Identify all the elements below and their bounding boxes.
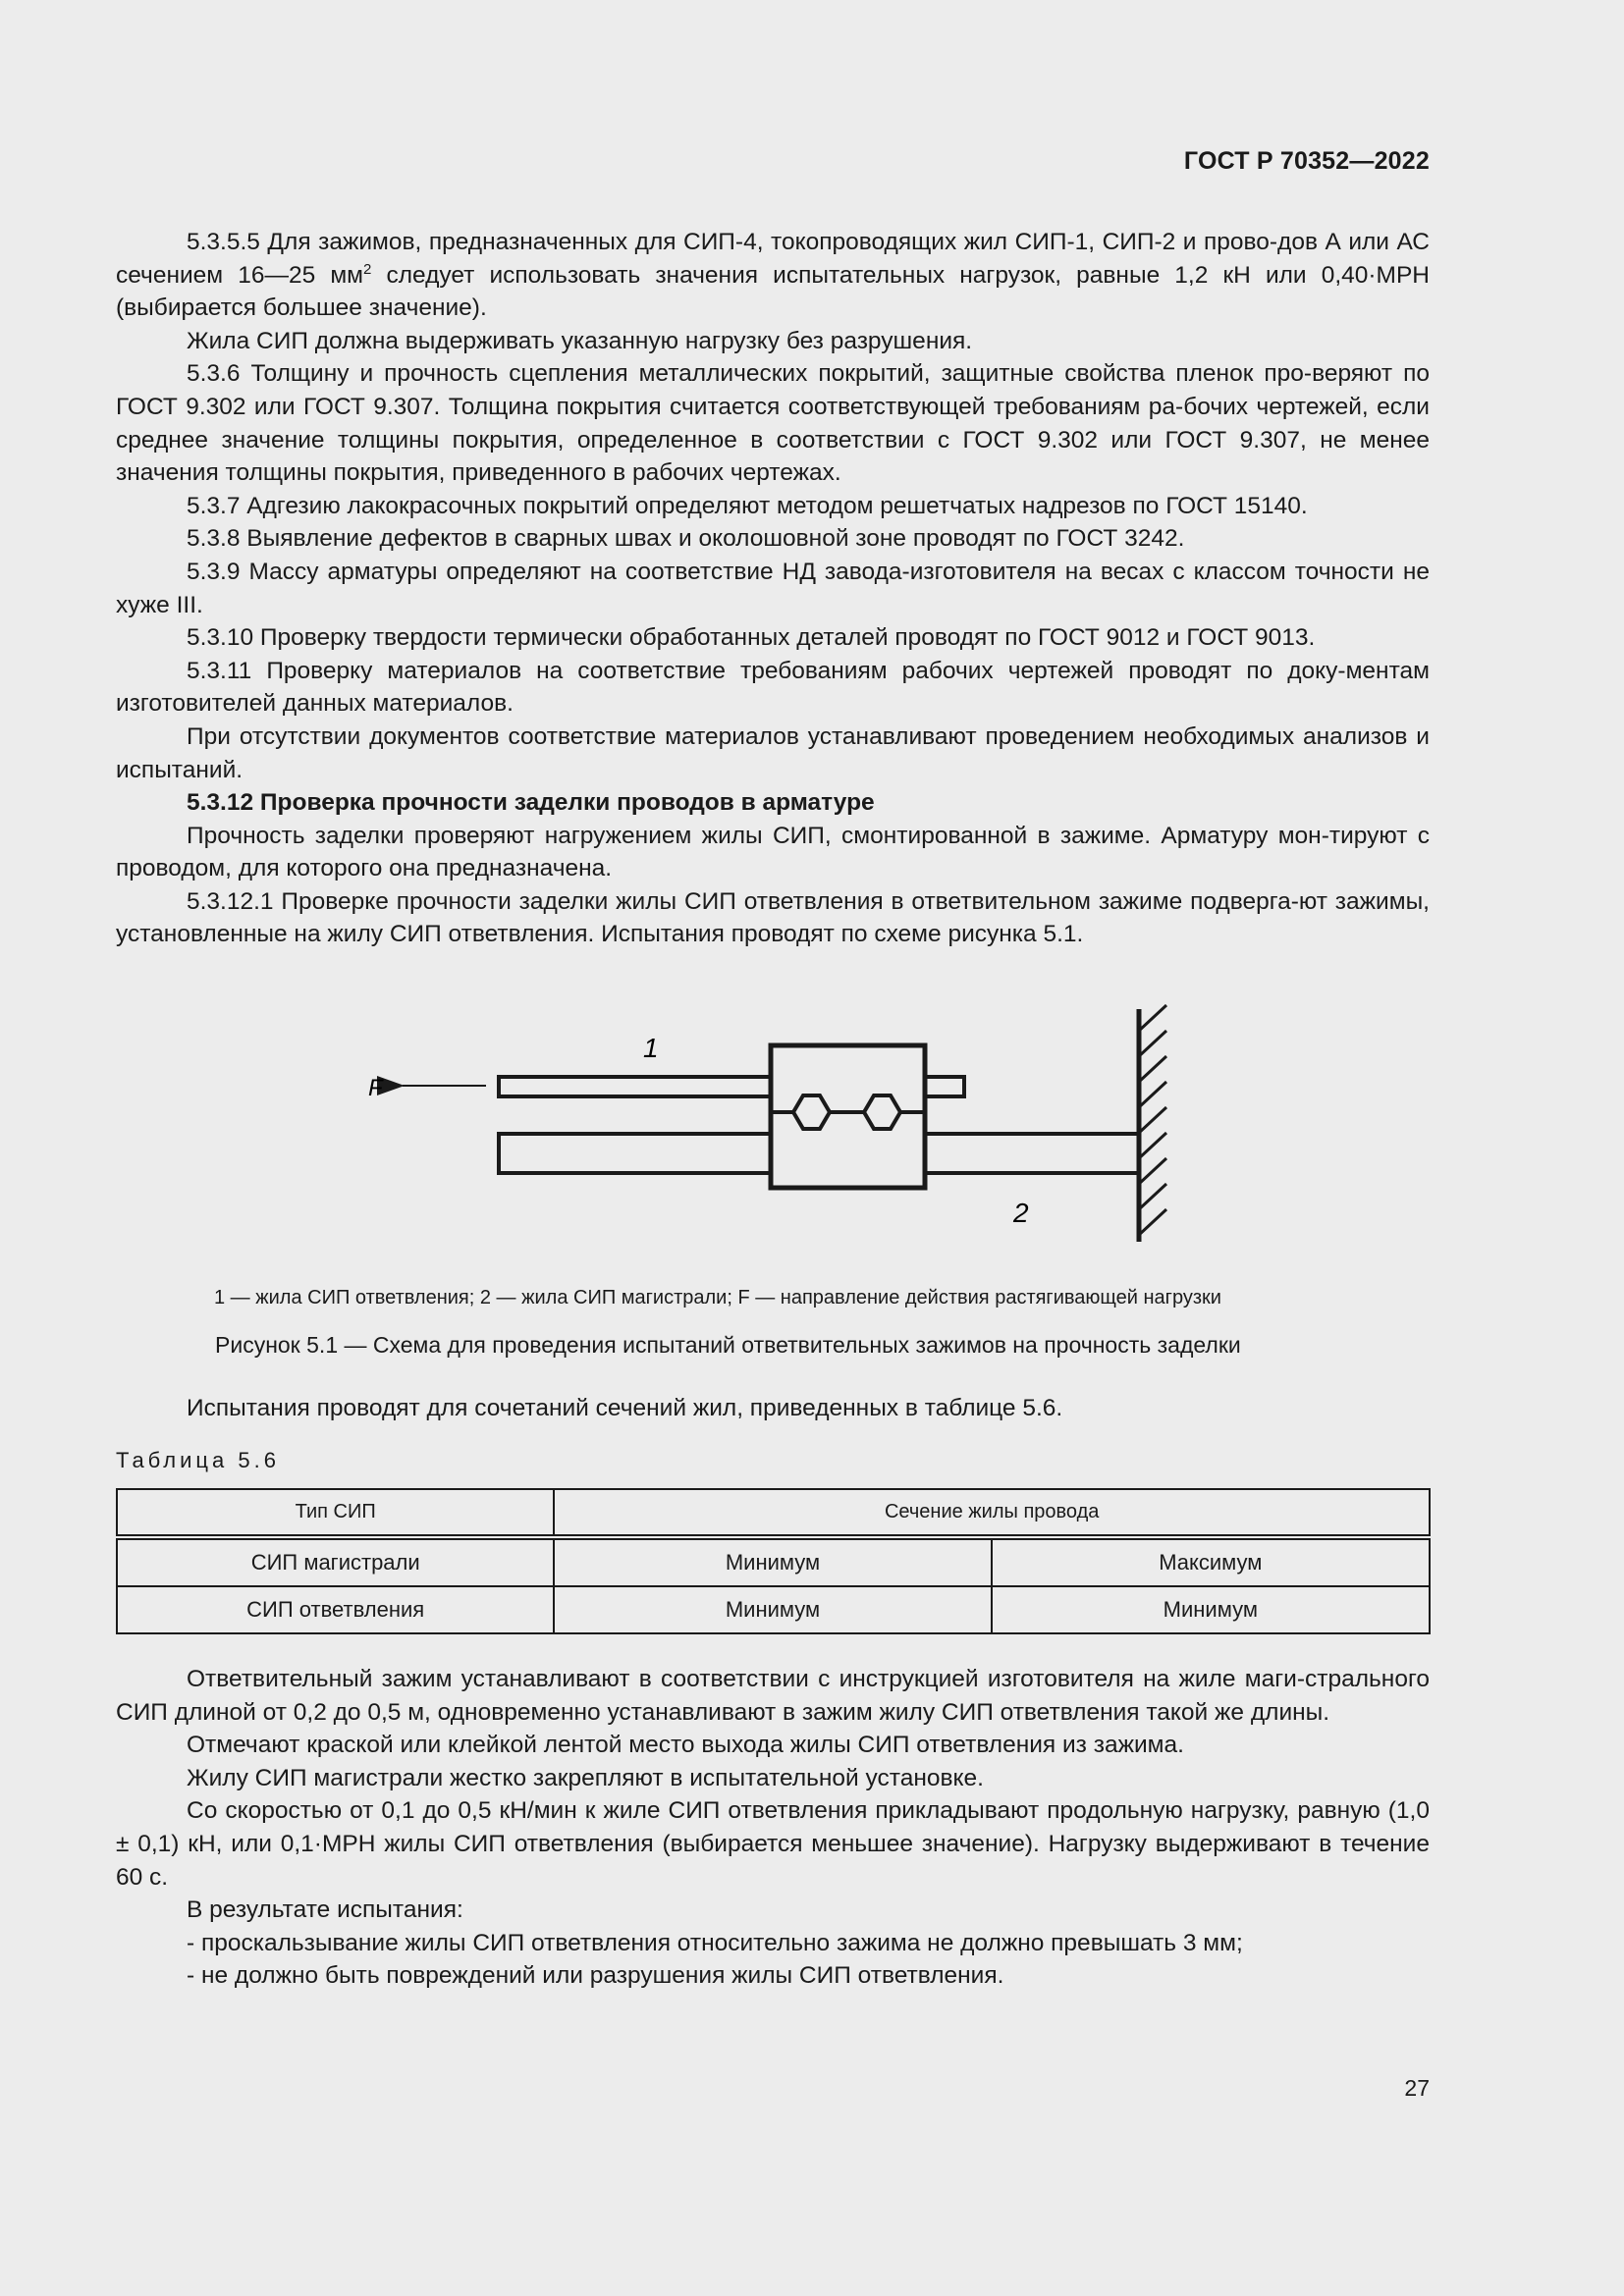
paragraph: Отмечают краской или клейкой лентой место выхода жилы СИП ответвления из зажима. xyxy=(187,1732,1184,1759)
paragraph-5-3-12-1: 5.3.12.1 Проверке прочности заделки жилы СИП ответвления в ответвительном зажиме подверга-ют зажимы, установленные на жилу СИП ответвления. Испытания проводят по схеме рисунка 5.1. xyxy=(116,887,1430,948)
list-item: - проскальзывание жилы СИП ответвления относительно зажима не должно превышать 3 мм; xyxy=(187,1929,1243,1956)
wall-hatching xyxy=(1139,1005,1166,1235)
paragraph-5-3-10: 5.3.10 Проверку твердости термически обработанных деталей проводят по ГОСТ 9012 и ГОСТ 9013. xyxy=(187,624,1316,652)
body-text-after-table xyxy=(116,1663,1430,1993)
paragraph-5-3-9: 5.3.9 Массу арматуры определяют на соответствие НД завода-изготовителя на весах с классом точности не хуже III. xyxy=(116,558,1430,618)
body-text xyxy=(116,226,1430,951)
table-cell: Минимум xyxy=(992,1586,1430,1633)
table-cell: Минимум xyxy=(554,1586,991,1633)
table-cell: СИП магистрали xyxy=(117,1537,554,1586)
paragraph: Прочность заделки проверяют нагружением жилы СИП, смонтированной в зажиме. Арматуру мон-тируют с проводом, для которого она предназначена. xyxy=(116,822,1430,882)
table-label: Таблица 5.6 xyxy=(116,1448,280,1472)
paragraph-5-3-6: 5.3.6 Толщину и прочность сцепления металлических покрытий, защитные свойства пленок про-веряют по ГОСТ 9.302 или ГОСТ 9.307. Толщина покрытия считается соответствующей требованиям ра-бочих чертежей, если среднее значение толщины покрытия, определенное в соответствии с ГОСТ 9.302 или ГОСТ 9.307, не менее значения толщины покрытия, приведенного в рабочих чертежах. xyxy=(116,360,1430,487)
paragraph-5-3-7: 5.3.7 Адгезию лакокрасочных покрытий определяют методом решетчатых надрезов по ГОСТ 15140. xyxy=(187,492,1308,519)
header-cell: Тип СИП xyxy=(117,1489,554,1537)
label-branch: 1 xyxy=(643,1033,659,1063)
table-cell: Минимум xyxy=(554,1537,991,1586)
table-cell: СИП ответвления xyxy=(117,1586,554,1633)
figure-5-1 xyxy=(353,991,1168,1266)
table-row xyxy=(117,1537,1430,1586)
main-conductor-right xyxy=(925,1134,1139,1173)
label-main: 2 xyxy=(1013,1198,1029,1228)
branch-conductor xyxy=(499,1077,772,1096)
force-label: F xyxy=(368,1075,383,1101)
list-item: - не должно быть повреждений или разрушения жилы СИП ответвления. xyxy=(187,1962,1004,1990)
section-heading-5-3-12: 5.3.12 Проверка прочности заделки проводов в арматуре xyxy=(187,789,875,817)
paragraph-5-3-11: 5.3.11 Проверку материалов на соответствие требованиям рабочих чертежей проводят по доку-ментам изготовителей данных материалов. xyxy=(116,657,1430,718)
paragraph: Со скоростью от 0,1 до 0,5 кН/мин к жиле СИП ответвления прикладывают продольную нагрузку, равную (1,0 ± 0,1) кН, или 0,1·МРН жилы СИП ответвления (выбирается меньшее значение). Нагрузку выдерживают в течение 60 с. xyxy=(116,1797,1430,1891)
table-5-6 xyxy=(116,1488,1431,1634)
table-row xyxy=(117,1586,1430,1633)
page-number: 27 xyxy=(1404,2075,1430,2101)
main-conductor-left xyxy=(499,1134,772,1173)
paragraph-5-3-5-5: 5.3.5.5 Для зажимов, предназначенных для СИП-4, токопроводящих жил СИП-1, СИП-2 и прово-дов А или АС сечением 16—25 $мм^2$ следует использовать значения испытательных нагрузок, равные 1,2 кН или 0,40·МРН (выбирается большее значение). xyxy=(116,229,1430,322)
branch-conductor-end xyxy=(925,1077,964,1096)
paragraph: Жила СИП должна выдерживать указанную нагрузку без разрушения. xyxy=(187,327,973,354)
paragraph: При отсутствии документов соответствие материалов устанавливают проведением необходимых анализов и испытаний. xyxy=(116,722,1430,783)
paragraph: Жилу СИП магистрали жестко закрепляют в испытательной установке. xyxy=(187,1764,984,1791)
figure-legend: 1 — жила СИП ответвления; 2 — жила СИП магистрали; F — направление действия растягивающей нагрузки xyxy=(214,1287,1221,1308)
paragraph: В результате испытания: xyxy=(187,1896,463,1924)
header-cell: Сечение жилы провода xyxy=(554,1489,1430,1537)
test-scheme-diagram xyxy=(353,991,1168,1266)
table-header-row xyxy=(117,1489,1430,1537)
figure-caption: Рисунок 5.1 — Схема для проведения испытаний ответвительных зажимов на прочность заделки xyxy=(215,1332,1241,1358)
paragraph-5-3-8: 5.3.8 Выявление дефектов в сварных швах и околошовной зоне проводят по ГОСТ 3242. xyxy=(187,525,1185,553)
table-intro: Испытания проводят для сочетаний сечений жил, приведенных в таблице 5.6. xyxy=(187,1395,1063,1421)
document-code: ГОСТ Р 70352—2022 xyxy=(1183,147,1430,175)
table-cell: Максимум xyxy=(992,1537,1430,1586)
paragraph: Ответвительный зажим устанавливают в соответствии с инструкцией изготовителя на жиле маги-стрального СИП длиной от 0,2 до 0,5 м, одновременно устанавливают в зажим жилу СИП ответвления такой же длины. xyxy=(116,1666,1430,1726)
cross-section-table xyxy=(116,1488,1431,1634)
